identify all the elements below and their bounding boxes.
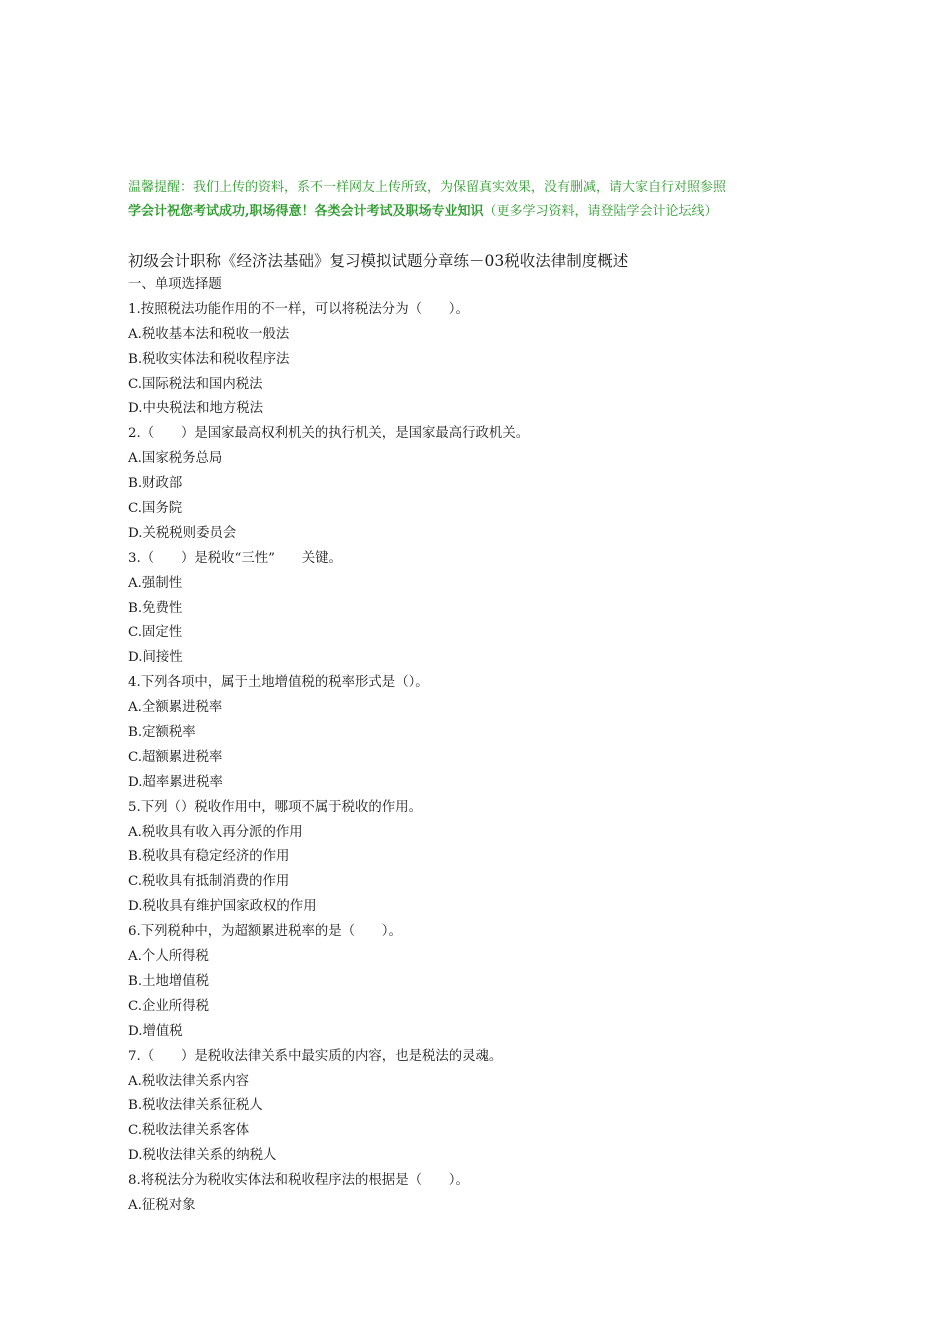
option-a: A.个人所得税	[128, 949, 209, 965]
option-d: D.税收法律关系的纳税人	[128, 1148, 277, 1164]
option-b: B.财政部	[128, 476, 183, 492]
option-a: A.税收法律关系内容	[128, 1073, 250, 1089]
notice-line-2	[128, 200, 828, 224]
notice-normal-text: （更多学习资料，请登陆学会计论坛线）	[483, 204, 718, 219]
option-d: D.中央税法和地方税法	[128, 401, 264, 417]
question-stem: 5.下列（）税收作用中，哪项不属于税收的作用。	[128, 799, 422, 815]
option-d: D.超率累进税率	[128, 774, 223, 790]
question-2	[128, 422, 828, 546]
option-a: A.税收具有收入再分派的作用	[128, 824, 303, 840]
notice-bold-text: 学会计祝您考试成功,职场得意！各类会计考试及职场专业知识	[128, 204, 484, 219]
question-stem: 2.（ ）是国家最高权利机关的执行机关，是国家最高行政机关。	[128, 426, 530, 442]
question-8	[128, 1169, 828, 1219]
option-a: A.征税对象	[128, 1197, 196, 1213]
option-c: C.税收法律关系客体	[128, 1123, 250, 1139]
question-4	[128, 671, 828, 795]
option-c: C.国际税法和国内税法	[128, 376, 263, 392]
option-b: B.税收法律关系征税人	[128, 1098, 263, 1114]
option-d: D.税收具有维护国家政权的作用	[128, 899, 317, 915]
option-b: B.税收具有稳定经济的作用	[128, 849, 290, 865]
option-a: A.强制性	[128, 575, 183, 591]
section-heading: 一、单项选择题	[128, 277, 222, 292]
option-c: C.国务院	[128, 501, 183, 517]
question-stem: 3.（ ）是税收“三性” 关键。	[128, 550, 342, 566]
notice-line-1: 温馨提醒：我们上传的资料，系不一样网友上传所致，为保留真实效果，没有删减，请大家自行对照参照	[128, 180, 727, 195]
option-d: D.增值税	[128, 1023, 183, 1039]
option-c: C.固定性	[128, 625, 183, 641]
option-b: B.定额税率	[128, 725, 196, 741]
option-c: C.企业所得税	[128, 998, 209, 1014]
question-3	[128, 547, 828, 671]
reminder-notice	[128, 176, 828, 224]
question-7	[128, 1045, 828, 1169]
option-d: D.关税税则委员会	[128, 525, 237, 541]
option-a: A.国家税务总局	[128, 451, 223, 467]
question-stem: 7.（ ）是税收法律关系中最实质的内容，也是税法的灵魂。	[128, 1048, 503, 1064]
option-b: B.土地增值税	[128, 973, 210, 989]
option-b: B.免费性	[128, 600, 183, 616]
option-a: A.税收基本法和税收一般法	[128, 326, 290, 342]
option-a: A.全额累进税率	[128, 700, 223, 716]
question-stem: 4.下列各项中，属于土地增值税的税率形式是（）。	[128, 675, 429, 691]
option-b: B.税收实体法和税收程序法	[128, 351, 290, 367]
question-5	[128, 796, 828, 920]
option-d: D.间接性	[128, 650, 183, 666]
question-6	[128, 920, 828, 1044]
question-stem: 1.按照税法功能作用的不一样，可以将税法分为（ ）。	[128, 301, 469, 317]
option-c: C.超额累进税率	[128, 749, 223, 765]
document-body	[128, 249, 828, 1219]
question-stem: 8.将税法分为税收实体法和税收程序法的根据是（ ）。	[128, 1173, 469, 1189]
option-c: C.税收具有抵制消费的作用	[128, 874, 290, 890]
document-title: 初级会计职称《经济法基础》复习模拟试题分章练－03税收法律制度概述	[128, 252, 629, 270]
question-1	[128, 298, 828, 422]
question-stem: 6.下列税种中，为超额累进税率的是（ ）。	[128, 924, 402, 940]
